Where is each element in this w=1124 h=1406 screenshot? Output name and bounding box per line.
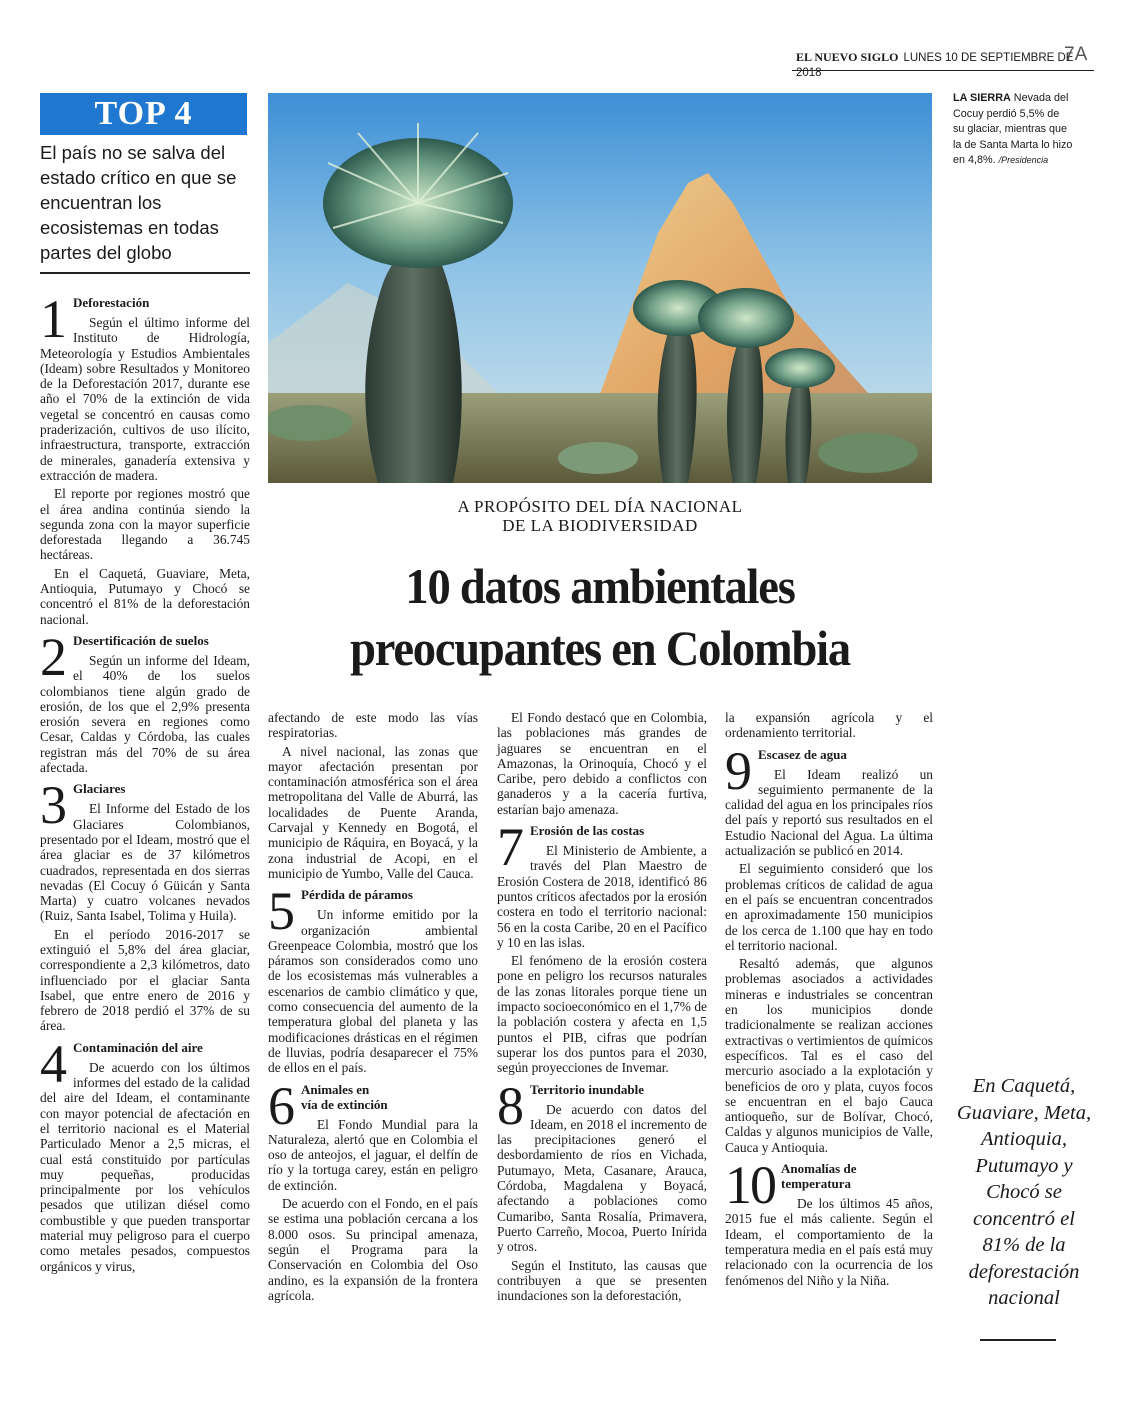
paragraph: Según el último informe del Instituto de Hidrología, Meteorología y Estudios Ambientales (Ideam) sobre Resultados y Monitoreo de la Deforestación 2017, durante ese año el 70% de la extinción de vida vegetal se concentró en causas como praderización, cultivos de uso ilícito, infraestructura, transporte, extracción de minerales, ganadería extensiva y extracción de madera. bbox=[40, 315, 250, 483]
paragraph: Según el Instituto, las causas que contribuyen a que se presenten inundaciones son la deforestación, bbox=[497, 1257, 707, 1304]
photo-caption bbox=[953, 91, 1073, 169]
item-10 bbox=[725, 1155, 933, 1288]
paragraph: El reporte por regiones mostró que el área andina continúa siendo la segunda zona con la mayor superficie deforestada llegando a 36.745 hectáreas. bbox=[40, 486, 250, 563]
item-number: 5 bbox=[268, 881, 295, 942]
column-1 bbox=[40, 289, 250, 1277]
paragraph: En el período 2016-2017 se extinguió el 5,8% del área glaciar, correspondiente a 2,3 kilómetros, dato influenciado por el glaciar Santa Isabel, que entre enero de 2016 y febrero de 2018 perdió el 37% de su área. bbox=[40, 926, 250, 1034]
paragraph: Según un informe del Ideam, el 40% de los suelos colombianos tiene algún grado de erosión, de los que el 2,9% presenta erosión severa en regiones como Cesar, Caldas y Córdoba, las cuales registran más del 70% de su área afectada. bbox=[40, 652, 250, 776]
item-number: 3 bbox=[40, 775, 67, 836]
main-photo bbox=[268, 93, 932, 483]
caption-credit: /Presidencia bbox=[998, 155, 1049, 165]
item-title-line-1: Anomalías de bbox=[781, 1161, 857, 1177]
item-title: Contaminación del aire bbox=[73, 1039, 203, 1055]
paragraph: El Informe del Estado de los Glaciares Colombianos, presentado por el Ideam, mostró que el área glaciar es de 37 kilómetros cuadrados, representada en dos sierras nevadas (El Cocuy ó Güicán y Santa Marta) y cuatro volcanes nevados (Ruiz, Santa Isabel, Tolima y Huila). bbox=[40, 801, 250, 924]
issue-date: LUNES 10 DE SEPTIEMBRE DE 2018 bbox=[796, 52, 1074, 79]
frailejones-mountain-photo bbox=[268, 93, 932, 483]
kicker-line-2: DE LA BIODIVERSIDAD bbox=[502, 516, 698, 535]
item-number: 8 bbox=[497, 1075, 524, 1136]
column-2 bbox=[268, 710, 478, 1306]
item-number: 10 bbox=[725, 1155, 775, 1216]
caption-title: LA SIERRA bbox=[953, 92, 1011, 104]
section-subtitle: El país no se salva del estado crítico en que se encuentran los ecosistemas en todas partes del globo bbox=[40, 142, 237, 263]
paragraph: la expansión agrícola y el ordenamiento territorial. bbox=[725, 710, 933, 741]
item-title: Deforestación bbox=[73, 295, 150, 310]
caption-text: Nevada del Cocuy perdió 5,5% de su glaciar, mientras que la de Santa Marta lo hizo en 4,8%. bbox=[953, 92, 1073, 166]
section-badge: TOP 4 bbox=[40, 93, 247, 135]
page-header bbox=[796, 44, 1096, 79]
kicker bbox=[268, 497, 932, 535]
headline-line-2: preocupantes en Colombia bbox=[350, 620, 850, 676]
paragraph: El Fondo destacó que en Colombia, las poblaciones más grandes de jaguares se encuentran en el Amazonas, la Orinoquía, Chocó y el Caribe, pero debido a conflictos con ganaderos y a la cacería furtiva, estarían bajo amenaza. bbox=[497, 710, 707, 817]
item-number: 7 bbox=[497, 817, 524, 878]
item-1 bbox=[40, 289, 250, 483]
paragraph: afectando de este modo las vías respiratorias. bbox=[268, 710, 478, 741]
item-number: 1 bbox=[40, 289, 67, 349]
item-7 bbox=[497, 817, 707, 950]
paragraph: De acuerdo con datos del Ideam, en 2018 el incremento de las precipitaciones generó el desbordamiento de ríos en Vichada, Putumayo, Meta, Casanare, Arauca, Córdoba, Magdalena y Boyacá, afectando a poblaciones como Cumaribo, Santa Rosalía, Primavera, Puerto Carreño, Mocoa, Puerto Inírida y otros. bbox=[497, 1101, 707, 1255]
paragraph: De los últimos 45 años, 2015 fue el más caliente. Según el Ideam, el comportamiento de la temperatura media en el país está muy relacionado con la ocurrencia de los fenómenos del Niño y la Niña. bbox=[725, 1196, 933, 1288]
page-number: 7A bbox=[1064, 44, 1088, 65]
paragraph: Un informe emitido por la organización ambiental Greenpeace Colombia, mostró que los páramos son considerados como uno de los ecosistemas más vulnerables a escenarios de cambio climático y que, como consecuencia del aumento de la temperatura global del planeta y las modificaciones drásticas en el régimen de lluvias, podría desaparecer el 75% de ellos en el país. bbox=[268, 907, 478, 1076]
paragraph: El seguimiento consideró que los problemas críticos de calidad de agua en el país se encuentran concentrados en aproximadamente 150 municipios de los cerca de 1.100 que hay en todo el territorio nacional. bbox=[725, 861, 933, 953]
item-title-line-2: temperatura bbox=[781, 1176, 852, 1192]
header-rule bbox=[792, 70, 1094, 71]
section-divider bbox=[40, 272, 250, 274]
pull-quote: En Caquetá, Guaviare, Meta, Antioquia, Putumayo y Chocó se concentró el 81% de la deforestación nacional bbox=[956, 1075, 1092, 1309]
item-title-line-1: Animales en bbox=[301, 1081, 370, 1097]
paragraph: El Fondo Mundial para la Naturaleza, alertó que en Colombia el oso de anteojos, el jaguar, el delfín de río y la tortuga carey, están en peligro de extinción. bbox=[268, 1116, 478, 1193]
newspaper-name: EL NUEVO SIGLO bbox=[796, 50, 899, 64]
paragraph: De acuerdo con los últimos informes del estado de la calidad del aire del Ideam, el contaminante con mayor potencial de afectación en el territorio nacional es el Material Particulado Menor a 2,5 micras, el cual está constituido por partículas muy pequeñas, producidas principalmente por los vehículos pesados que utilizan diésel como combustible y que pueden transportar material muy peligroso para el cuerpo como metales pesados, compuestos orgánicos y virus, bbox=[40, 1059, 250, 1274]
item-title: Erosión de las costas bbox=[530, 823, 645, 839]
item-8 bbox=[497, 1075, 707, 1255]
paragraph: A nivel nacional, las zonas que mayor afectación presentan por contaminación atmosférica son el área metropolitana del Valle de Aburrá, las localidades de Puente Aranda, Carvajal y Kennedy en Bogotá, el municipio de Ráquira, en Boyacá, y la zona industrial de Acopi, en el municipio de Yumbo, Valle del Cauca. bbox=[268, 743, 478, 881]
item-6 bbox=[268, 1075, 478, 1193]
headline bbox=[291, 555, 909, 679]
item-number: 2 bbox=[40, 626, 67, 687]
paragraph: El fenómeno de la erosión costera pone en peligro los recursos naturales de las zonas litorales porque tiene un impacto socioeconómico en el 1,7% de la población costera y afecta en 1,5 puntos el PIB, cifras que podrían superar los dos puntos para el 2030, según proyecciones de Invemar. bbox=[497, 953, 707, 1076]
item-title bbox=[268, 1082, 478, 1112]
item-title: Desertificación de suelos bbox=[73, 632, 209, 648]
item-number: 9 bbox=[725, 740, 752, 801]
kicker-line-1: A PROPÓSITO DEL DÍA NACIONAL bbox=[457, 497, 743, 516]
paragraph: Resaltó además, que algunos problemas asociados a actividades mineras e industriales se concentran en los municipios donde tradicionalmente se realizan acciones extractivas o vertimientos de químicos específicos. Tal es el caso del mercurio asociado a la explotación y beneficios de oro y plata, cuyos focos se encuentran en el bajo Cauca antioqueño, sur de Bolívar, Chocó, Caldas y algunos municipios de Valle, Cauca y Antioquia. bbox=[725, 956, 933, 1155]
item-4 bbox=[40, 1033, 250, 1274]
column-4 bbox=[725, 710, 933, 1291]
item-2 bbox=[40, 626, 250, 776]
pull-quote-rule bbox=[980, 1339, 1056, 1341]
headline-line-1: 10 datos ambientales bbox=[405, 558, 795, 614]
item-title: Glaciares bbox=[73, 781, 126, 797]
item-title-line-2: vía de extinción bbox=[301, 1096, 388, 1112]
item-number: 4 bbox=[40, 1033, 67, 1094]
item-title: Escasez de agua bbox=[758, 746, 847, 762]
paragraph: De acuerdo con el Fondo, en el país se estima una población cercana a los 8.000 osos. Su principal amenaza, según el Programa para la Conservación en Colombia del Oso andino, es la expansión de la frontera agrícola. bbox=[268, 1196, 478, 1303]
column-3 bbox=[497, 710, 707, 1306]
item-number: 6 bbox=[268, 1075, 295, 1136]
paragraph: El Ideam realizó un seguimiento permanente de la calidad del agua en los principales ríos del país y reportó sus resultados en el Estudio Nacional del Agua. La última actualización se publicó en 2014. bbox=[725, 766, 933, 859]
paragraph: El Ministerio de Ambiente, a través del Plan Maestro de Erosión Costera de 2018, identificó 86 puntos críticos afectados por la erosión costera en todo el territorio nacional: 56 en la costa Caribe, 20 en el Pacífico y 10 en las islas. bbox=[497, 843, 707, 950]
item-5 bbox=[268, 881, 478, 1076]
item-title: Pérdida de páramos bbox=[301, 887, 413, 903]
paragraph: En el Caquetá, Guaviare, Meta, Antioquia, Putumayo y Chocó se concentró el 81% de la deforestación nacional. bbox=[40, 565, 250, 627]
item-9 bbox=[725, 740, 933, 859]
item-title: Territorio inundable bbox=[530, 1081, 645, 1097]
item-3 bbox=[40, 775, 250, 924]
